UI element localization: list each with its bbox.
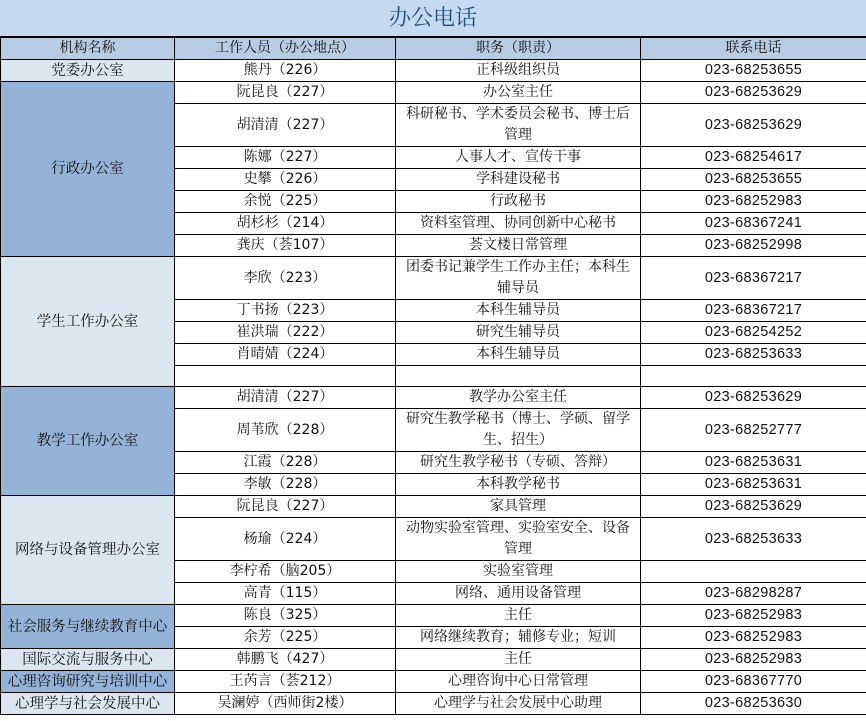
phone-cell xyxy=(641,561,866,583)
table-row xyxy=(1,671,866,693)
phone-cell: 023-68253631 xyxy=(641,474,866,496)
staff-cell: 胡清清（227） xyxy=(175,104,396,147)
table-row xyxy=(1,82,866,104)
staff-cell: 阮昆良（227） xyxy=(175,82,396,104)
phone-cell: 023-68252983 xyxy=(641,649,866,671)
duty-cell: 家具管理 xyxy=(396,496,641,518)
staff-cell: 阮昆良（227） xyxy=(175,496,396,518)
staff-cell: 崔洪瑞（222） xyxy=(175,322,396,344)
duty-cell: 实验室管理 xyxy=(396,561,641,583)
staff-cell: 龚庆（荟107） xyxy=(175,235,396,257)
table-row xyxy=(1,387,866,409)
header-dept: 机构名称 xyxy=(1,38,175,60)
duty-cell: 团委书记兼学生工作办主任；本科生辅导员 xyxy=(396,257,641,300)
phone-cell: 023-68253655 xyxy=(641,60,866,82)
staff-cell: 余芳（225） xyxy=(175,627,396,649)
staff-cell: 杨瑜（224） xyxy=(175,518,396,561)
table-row xyxy=(1,605,866,627)
phone-cell: 023-68253629 xyxy=(641,104,866,147)
staff-cell: 史攀（226） xyxy=(175,169,396,191)
duty-cell: 研究生教学秘书（博士、学硕、留学生、招生） xyxy=(396,409,641,452)
table-row xyxy=(1,649,866,671)
duty-cell: 心理咨询中心日常管理 xyxy=(396,671,641,693)
duty-cell: 学科建设秘书 xyxy=(396,169,641,191)
phone-cell: 023-68367217 xyxy=(641,257,866,300)
phone-cell: 023-68252983 xyxy=(641,191,866,213)
duty-cell: 本科教学秘书 xyxy=(396,474,641,496)
dept-name-cell: 心理学与社会发展中心 xyxy=(1,693,175,715)
staff-cell: 江霞（228） xyxy=(175,452,396,474)
duty-cell: 人事人才、宣传干事 xyxy=(396,147,641,169)
staff-cell: 李欣（223） xyxy=(175,257,396,300)
table-body xyxy=(1,38,866,715)
dept-name-cell: 教学工作办公室 xyxy=(1,387,175,496)
staff-cell: 韩鹏飞（427） xyxy=(175,649,396,671)
staff-cell: 陈娜（227） xyxy=(175,147,396,169)
duty-cell: 本科生辅导员 xyxy=(396,300,641,322)
phone-cell: 023-68367241 xyxy=(641,213,866,235)
header-duty: 职务（职责） xyxy=(396,38,641,60)
table-row xyxy=(1,496,866,518)
table-row xyxy=(1,257,866,300)
staff-cell: 胡清清（227） xyxy=(175,387,396,409)
duty-cell: 本科生辅导员 xyxy=(396,344,641,366)
phone-cell: 023-68367770 xyxy=(641,671,866,693)
duty-cell: 网络、通用设备管理 xyxy=(396,583,641,605)
phone-cell: 023-68253630 xyxy=(641,693,866,715)
duty-cell: 动物实验室管理、实验室安全、设备管理 xyxy=(396,518,641,561)
duty-cell: 正科级组织员 xyxy=(396,60,641,82)
phone-cell: 023-68253633 xyxy=(641,344,866,366)
staff-cell: 吴澜婷（西师街2楼） xyxy=(175,693,396,715)
phone-cell: 023-68252983 xyxy=(641,605,866,627)
duty-cell: 研究生教学秘书（专硕、答辩） xyxy=(396,452,641,474)
dept-name-cell: 学生工作办公室 xyxy=(1,257,175,387)
phone-cell: 023-68252777 xyxy=(641,409,866,452)
staff-cell: 余悦（225） xyxy=(175,191,396,213)
phone-directory-table xyxy=(0,37,866,715)
phone-cell: 023-68254252 xyxy=(641,322,866,344)
header-row xyxy=(1,38,866,60)
duty-cell: 研究生辅导员 xyxy=(396,322,641,344)
header-phone: 联系电话 xyxy=(641,38,866,60)
duty-cell: 资料室管理、协同创新中心秘书 xyxy=(396,213,641,235)
duty-cell: 主任 xyxy=(396,605,641,627)
duty-cell: 网络继续教育；辅修专业；短训 xyxy=(396,627,641,649)
dept-name-cell: 社会服务与继续教育中心 xyxy=(1,605,175,649)
duty-cell: 教学办公室主任 xyxy=(396,387,641,409)
phone-cell xyxy=(641,366,866,387)
dept-name-cell: 行政办公室 xyxy=(1,82,175,257)
staff-cell: 王芮言（荟212） xyxy=(175,671,396,693)
phone-cell: 023-68367217 xyxy=(641,300,866,322)
phone-cell: 023-68253629 xyxy=(641,82,866,104)
staff-cell: 胡杉杉（214） xyxy=(175,213,396,235)
phone-cell: 023-68253631 xyxy=(641,452,866,474)
staff-cell: 陈良（325） xyxy=(175,605,396,627)
header-staff: 工作人员（办公地点） xyxy=(175,38,396,60)
phone-cell: 023-68252983 xyxy=(641,627,866,649)
duty-cell: 主任 xyxy=(396,649,641,671)
duty-cell: 行政秘书 xyxy=(396,191,641,213)
table-row xyxy=(1,60,866,82)
dept-name-cell: 国际交流与服务中心 xyxy=(1,649,175,671)
phone-cell: 023-68253629 xyxy=(641,387,866,409)
staff-cell: 周苇欣（228） xyxy=(175,409,396,452)
staff-cell: 熊丹（226） xyxy=(175,60,396,82)
dept-name-cell: 党委办公室 xyxy=(1,60,175,82)
staff-cell: 丁书扬（223） xyxy=(175,300,396,322)
duty-cell: 心理学与社会发展中心助理 xyxy=(396,693,641,715)
staff-cell: 肖晴婧（224） xyxy=(175,344,396,366)
dept-name-cell: 网络与设备管理办公室 xyxy=(1,496,175,605)
phone-cell: 023-68253633 xyxy=(641,518,866,561)
phone-cell: 023-68253655 xyxy=(641,169,866,191)
duty-cell: 科研秘书、学术委员会秘书、博士后管理 xyxy=(396,104,641,147)
staff-cell xyxy=(175,366,396,387)
phone-cell: 023-68254617 xyxy=(641,147,866,169)
phone-cell: 023-68252998 xyxy=(641,235,866,257)
page-title: 办公电话 xyxy=(0,0,866,37)
dept-name-cell: 心理咨询研究与培训中心 xyxy=(1,671,175,693)
staff-cell: 李柠希（脑205） xyxy=(175,561,396,583)
duty-cell xyxy=(396,366,641,387)
phone-cell: 023-68298287 xyxy=(641,583,866,605)
phone-cell: 023-68253629 xyxy=(641,496,866,518)
staff-cell: 高青（115） xyxy=(175,583,396,605)
duty-cell: 荟文楼日常管理 xyxy=(396,235,641,257)
duty-cell: 办公室主任 xyxy=(396,82,641,104)
table-row xyxy=(1,693,866,715)
staff-cell: 李敏（228） xyxy=(175,474,396,496)
